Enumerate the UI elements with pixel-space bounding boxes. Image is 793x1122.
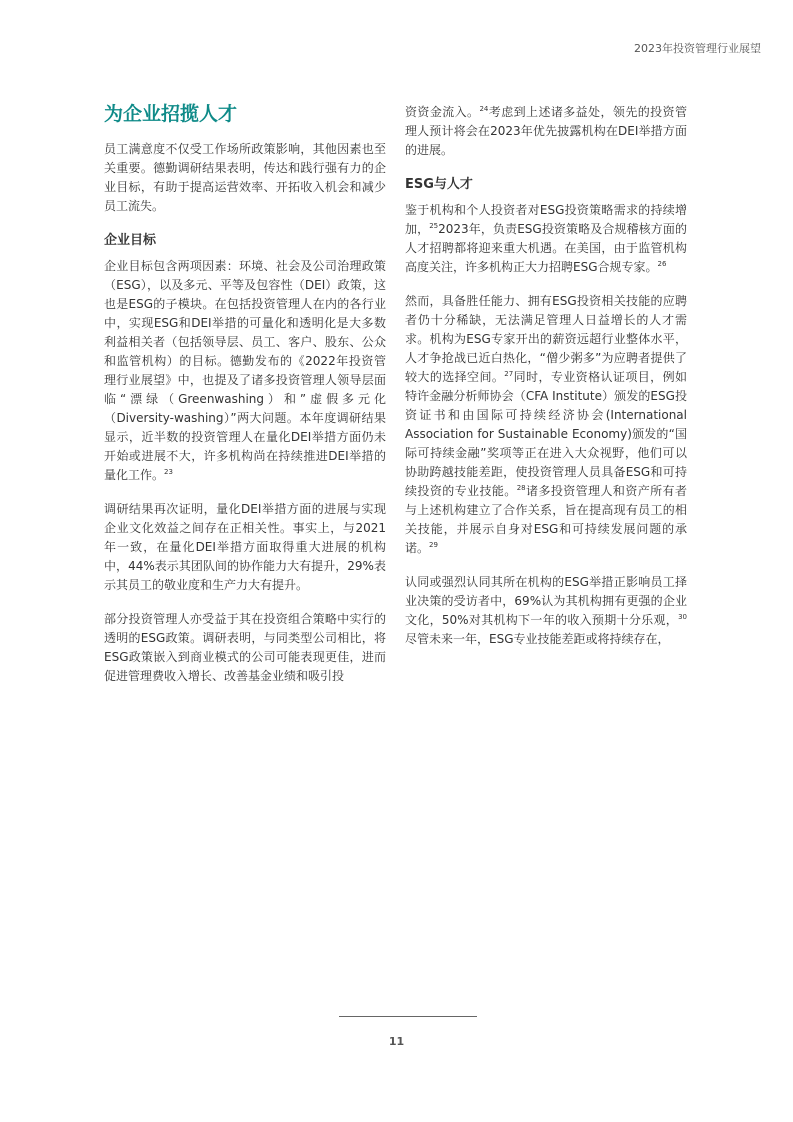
subsection-title-corporate-purpose: 企业目标 [104,233,157,248]
running-header: 2023年投资管理行业展望 [634,42,761,55]
paragraph-text: 认同或强烈认同其所在机构的ESG举措正影响员工择业决策的受访者中，69%认为其机构拥有更强的企业文化，50%对其机构下一年的收入预期十分乐观， [405,575,687,627]
left-column [104,100,386,701]
paragraph-text: 尽管未来一年，ESG专业技能差距或将持续存在， [405,632,670,646]
footnote-ref: 28 [516,484,526,492]
page-number: 11 [388,1035,405,1048]
subsection-title-esg-talent: ESG与人才 [405,177,473,192]
footnote-ref: 25 [429,222,439,230]
footnote-ref: 27 [504,370,514,378]
paragraph-text: 2023年，负责ESG投资策略及合规稽核方面的人才招聘都将迎来重大机遇。在美国，由于监管机构高度关注，许多机构正大力招聘ESG合规专家。 [405,222,687,274]
footnote-ref: 29 [429,541,438,549]
paragraph-text: 企业目标包含两项因素：环境、社会及公司治理政策（ESG），以及多元、平等及包容性（DEI）政策，这也是ESG的子模块。在包括投资管理人在内的各行业中，实现ESG和DEI举措的可量化和透明化是大多数利益相关者（包括领导层、员工、客户、股东、公众和监管机构）的目标。德勤发布的《2022年投资管理行业展望》中，也提及了诸多投资管理人领导层面临“漂绿（Greenwashing）和”虚假多元化（Diversity-washing）”两大问题。本年度调研结果显示，近半数的投资管理人在量化DEI举措方面仍未开始或进展不大，许多机构尚在持续推进DEI举措的量化工作。 [104,259,386,482]
paragraph-text: 资资金流入。 [405,105,480,119]
paragraph-text: 同时，专业资格认证项目，例如特许金融分析师协会（CFA Institute）颁发的ESG投资证书和由国际可持续经济协会(International Association for Sustainable Economy)颁发的“国际可持续金融”奖项等正在进入大众视野，他们可以协助跨越技能差距，使投资管理人员具备ESG和可持续投资的专业技能。 [405,370,687,498]
section-title: 为企业招揽人才 [104,103,238,125]
paragraph-text: 考虑到上述诸多益处，领先的投资管理人预计将会在2023年优先披露机构在DEI举措方面的进展。 [405,105,687,157]
paragraph [405,103,687,160]
right-column [405,103,687,664]
paragraph: 调研结果再次证明，量化DEI举措方面的进展与实现企业文化效益之间存在正相关性。事实上，与2021年一致，在量化DEI举措方面取得重大进展的机构中，44%表示其团队间的协作能力大有提升，29%表示其员工的敬业度和生产力大有提升。 [104,502,386,592]
paragraph: 部分投资管理人亦受益于其在投资组合策略中实行的透明的ESG政策。调研表明，与同类型公司相比，将ESG政策嵌入到商业模式的公司可能表现更佳，进而促进管理费收入增长、改善基金业绩和吸引投 [104,612,386,683]
footnote-ref: 24 [479,105,489,113]
paragraph [405,292,687,558]
footnote-ref: 26 [657,260,667,268]
paragraph-text: 诸多投资管理人和资产所有者与上述机构建立了合作关系，旨在提高现有员工的相关技能，并展示自身对ESG和可持续发展问题的承诺。 [405,484,687,555]
paragraph [405,201,687,277]
footer-divider [339,1016,477,1017]
paragraph-text: 然而，具备胜任能力、拥有ESG投资相关技能的应聘者仍十分稀缺，无法满足管理人日益增长的人才需求。机构为ESG专家开出的薪资远超行业整体水平，人才争抢战已近白热化，“僧少粥多”为应聘者提供了较大的选择空间。 [405,294,687,384]
paragraph-text: 鉴于机构和个人投资者对ESG投资策略需求的持续增加， [405,203,687,236]
footnote-ref: 23 [164,468,173,476]
paragraph [405,573,687,649]
intro-paragraph: 员工满意度不仅受工作场所政策影响，其他因素也至关重要。德勤调研结果表明，传达和践行强有力的企业目标，有助于提高运营效率、开拓收入机会和减少员工流失。 [104,142,386,213]
paragraph [104,257,386,485]
footnote-ref: 30 [678,613,687,621]
